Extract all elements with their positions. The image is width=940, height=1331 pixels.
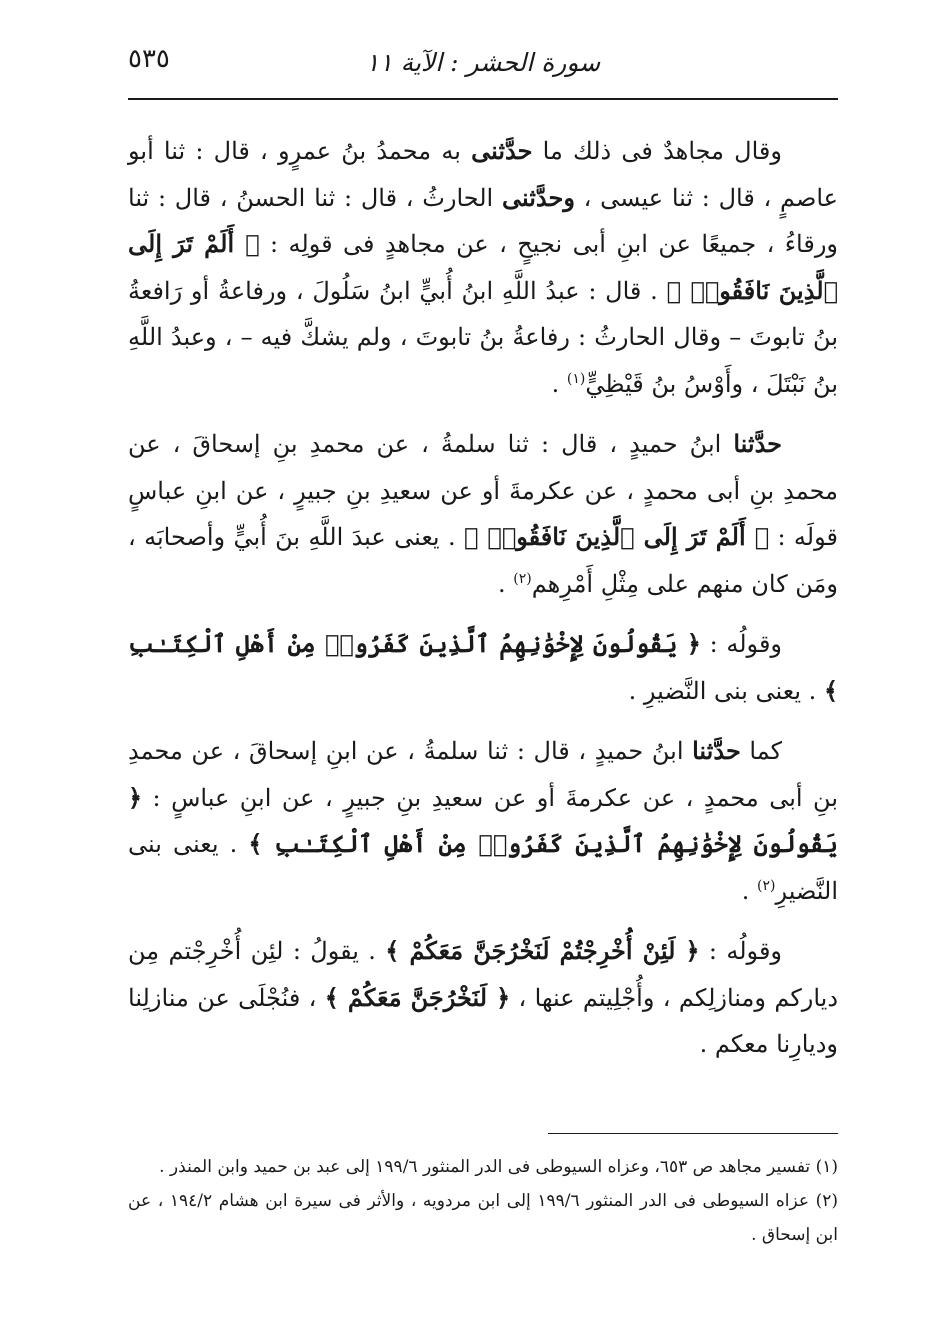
text-run: به محمدُ بنُ عمرٍو ، قال : ثنا أبو عاصمٍ ، قال : ثنا عيسى ، bbox=[128, 137, 838, 212]
text-run: . bbox=[551, 369, 567, 398]
paragraph-1 bbox=[128, 128, 838, 407]
text-run: . قال : عبدُ اللَّهِ ابنُ أُبيٍّ ابنُ سَلُولَ ، ورفاعةُ أو رَافعةُ بنُ تابوتَ – وقال الحارثُ : رفاعةُ بنُ تابوتَ ، ولم يشكَّ فيه – ، وعبدُ اللَّهِ بنُ نَبْتَلَ ، وأَوْسُ بنُ قَيْظِيٍّ bbox=[128, 276, 838, 398]
footnotes bbox=[128, 1150, 838, 1252]
paragraph-4 bbox=[128, 728, 838, 914]
paragraph-5 bbox=[128, 928, 838, 1068]
text-run: كما bbox=[740, 737, 783, 765]
text-run: ، فنُجْلَى عن منازلِنا وديارِنا معكم . bbox=[128, 983, 838, 1058]
text-run: . يعنى بنى النَّضيرِ bbox=[128, 830, 838, 905]
text-run: . يقولُ : لئِن أُخْرِجْتم مِن دياركم ومنازلِكم ، وأُجْلِيتم عنها ، bbox=[128, 937, 839, 1012]
text-run: . يعنى بنى النَّضيرِ . bbox=[628, 676, 824, 705]
footnote-1: (١) تفسير مجاهد ص ٦٥٣، وعزاه السيوطى فى الدر المنثور ١٩٩/٦ إلى عبد بن حميد وابن المنذر . bbox=[159, 1157, 838, 1177]
quran-quote: ﴿ يَقُولُونَ لِإِخْوَٰنِهِمُ ٱلَّذِينَ كَفَرُوا۟ مِنْ أَهْلِ ٱلْكِتَـٰبِ ﴾ bbox=[128, 782, 838, 858]
text-run: . يعنى عبدَ اللَّهِ بنَ أُبيٍّ وأصحابَه ، ومَن كان منهم على مِثْلِ أَمْرِهم bbox=[128, 523, 838, 598]
footnote-reference: (١) bbox=[566, 370, 586, 387]
quran-quote: ﴿ أَلَمْ تَرَ إِلَى ٱلَّذِينَ نَافَقُوا۟ ﴾ bbox=[128, 229, 839, 305]
text-run: . bbox=[497, 569, 514, 598]
narration-keyword: حدَّثنا bbox=[733, 429, 783, 458]
quran-quote: ﴿ يَقُولُونَ لِإِخْوَٰنِهِمُ ٱلَّذِينَ كَفَرُوا۟ مِنْ أَهْلِ ٱلْكِتَـٰبِ ﴾ bbox=[128, 629, 838, 705]
text-run: وقولُه : bbox=[699, 937, 782, 965]
narration-keyword: وحدَّثنى bbox=[501, 182, 575, 212]
narration-keyword: حدَّثنى bbox=[471, 136, 533, 165]
paragraph-2 bbox=[128, 421, 838, 607]
text-run: وقال مجاهدٌ فى ذلك ما bbox=[532, 137, 782, 165]
quran-quote: ﴿ لَئِنْ أُخْرِجْتُمْ لَنَخْرُجَنَّ مَعَكُمْ ﴾ bbox=[385, 936, 700, 965]
footnote-reference: (٢) bbox=[513, 570, 532, 587]
text-run: ابنُ حميدٍ ، قال : ثنا سلمةُ ، عن ابنِ إسحاقَ ، عن محمدِ بنِ أبى محمدٍ ، عن عكرمةَ أو عن سعيدِ بنِ جبيرٍ ، عن ابنِ عباسٍ : bbox=[128, 737, 838, 812]
text-run: . bbox=[741, 876, 757, 905]
page-number: ٥٣٥ bbox=[128, 44, 170, 74]
quran-quote: ﴿ أَلَمْ تَرَ إِلَى ٱلَّذِينَ نَافَقُوا۟ ﴾ bbox=[463, 522, 770, 551]
narration-keyword: حدَّثنا bbox=[692, 736, 741, 765]
main-text bbox=[128, 128, 838, 1068]
header-rule bbox=[128, 98, 838, 100]
running-title: سورة الحشر : الآية ١١ bbox=[365, 48, 601, 77]
footnote-separator bbox=[548, 1133, 838, 1134]
text-run: الحارثُ ، قال : ثنا الحسنُ ، قال : ثنا ورقاءُ ، جميعًا عن ابنِ أبى نجيحٍ ، عن مجاهدٍ فى قولِه : bbox=[128, 183, 839, 258]
footnote-2: (٢) عزاه السيوطى فى الدر المنثور ١٩٩/٦ إلى ابن مردويه ، والأثر فى سيرة ابن هشام ١٩٤/٢ ، عن ابن إسحاق . bbox=[128, 1191, 839, 1245]
text-run: وقولُه : bbox=[700, 630, 783, 658]
text-run: ابنُ حميدٍ ، قال : ثنا سلمةُ ، عن محمدِ بنِ إسحاقَ ، عن محمدِ بنِ أبى محمدٍ ، عن عكرمةَ أو عن سعيدِ بنِ جبيرٍ ، عن ابنِ عباسٍ قولَه : bbox=[128, 430, 838, 551]
running-head bbox=[128, 38, 838, 84]
quran-quote: ﴿ لَنَخْرُجَنَّ مَعَكُمْ ﴾ bbox=[324, 982, 511, 1012]
footnote-reference: (٢) bbox=[757, 877, 776, 894]
paragraph-3 bbox=[128, 621, 838, 714]
